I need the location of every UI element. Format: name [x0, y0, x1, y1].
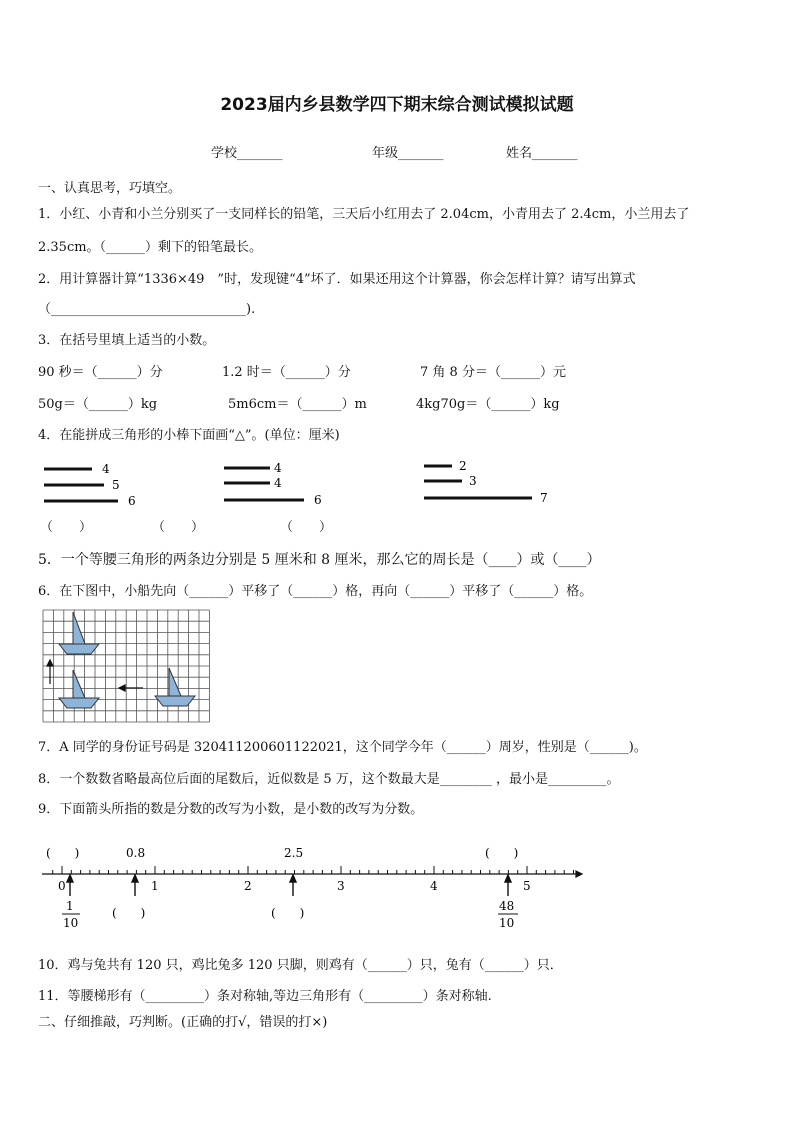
arrow-up-icon: [505, 875, 511, 896]
q11: 11．等腰梯形有（_________）条对称轴,等边三角形有（_________）条对称轴.: [38, 989, 492, 1004]
arrow-up-icon: [132, 875, 138, 896]
q3-item: 1.2 时＝（______）分: [222, 365, 351, 380]
boat-top: [59, 612, 99, 654]
stick-label: 6: [314, 493, 322, 507]
stick-label: 7: [540, 491, 548, 505]
fraction-numerator: 48: [499, 899, 515, 913]
top-label: 0.8: [126, 846, 146, 860]
page-title: 2023届内乡县数学四下期末综合测试模拟试题: [220, 95, 574, 115]
q2-line1: 2．用计算器计算“1336×49 ”时，发现键“4”坏了．如果还用这个计算器，你会怎样计算？请写出算式: [38, 272, 636, 287]
q3-item: 5m6cm＝（______）m: [228, 397, 367, 412]
tick-label: 0: [58, 879, 66, 893]
q3-stem: 3．在括号里填上适当的小数。: [38, 333, 216, 348]
q3-item: 7 角 8 分＝（______）元: [420, 365, 566, 380]
stick-label: 4: [274, 476, 282, 490]
stick-label: 3: [469, 474, 477, 488]
grade-field[interactable]: 年级_______: [372, 146, 444, 161]
section-2-heading: 二、仔细推敲，巧判断。(正确的打√，错误的打×): [38, 1015, 328, 1030]
fraction-numerator: 1: [66, 899, 74, 913]
q5: 5．一个等腰三角形的两条边分别是 5 厘米和 8 厘米，那么它的周长是（____）或（____）: [38, 552, 601, 568]
q4-answer[interactable]: （ ）: [152, 520, 205, 535]
stick-label: 6: [128, 494, 136, 508]
q3-item: 90 秒＝（______）分: [38, 365, 163, 380]
q4-answer[interactable]: （ ）: [280, 520, 333, 535]
tick-label: 2: [244, 879, 252, 893]
stick-label: 5: [112, 478, 120, 492]
q9-stem: 9．下面箭头所指的数是分数的改写为小数，是小数的改写为分数。: [38, 802, 424, 817]
q4-answer[interactable]: （ ）: [40, 520, 93, 535]
q3-item: 50g＝（______）kg: [38, 397, 158, 412]
axis-arrowhead: [576, 871, 582, 877]
q1-line1: 1．小红、小青和小兰分别买了一支同样长的铅笔，三天后小红用去了 2.04cm，小青用去了 2.4cm，小兰用去了: [38, 207, 690, 222]
arrow-up-icon: [290, 875, 296, 896]
tick-label: 3: [337, 879, 345, 893]
q4-sticks-figure: [0, 458, 794, 548]
q1-line2: 2.35cm。（______）剩下的铅笔最长。: [38, 240, 263, 255]
stick-label: 4: [274, 461, 282, 475]
q7: 7．A 同学的身份证号码是 320411200601122021，这个同学今年（______）周岁，性别是（______)。: [38, 740, 647, 755]
fraction-denominator: 10: [499, 916, 515, 930]
arrow-left-icon: [119, 685, 143, 691]
q3-item: 4kg70g＝（______）kg: [416, 397, 560, 412]
q10: 10．鸡与兔共有 120 只，鸡比兔多 120 只脚，则鸡有（______）只，兔有（______）只．: [38, 958, 563, 973]
top-label: ( ): [46, 846, 80, 860]
name-field[interactable]: 姓名_______: [506, 146, 578, 161]
q8: 8．一个数数省略最高位后面的尾数后，近似数是 5 万，这个数最大是________ ，最小是_________。: [38, 772, 620, 787]
stick-label: 2: [459, 459, 467, 473]
top-label: 2.5: [284, 846, 304, 860]
answer-blank: ( ): [112, 906, 146, 920]
tick-label: 1: [151, 879, 159, 893]
boat-grid-figure: [43, 610, 213, 724]
answer-blank: ( ): [271, 906, 305, 920]
number-line-figure: [0, 838, 794, 938]
fraction-denominator: 10: [63, 916, 79, 930]
arrow-up-icon: [67, 875, 73, 896]
q4-stem: 4．在能拼成三角形的小棒下面画“△”。(单位：厘米): [38, 428, 340, 443]
top-label: ( ): [485, 846, 519, 860]
stick-label: 4: [102, 462, 110, 476]
section-1-heading: 一、认真思考，巧填空。: [38, 181, 182, 196]
tick-label: 4: [430, 879, 438, 893]
boat-bottom-left: [59, 670, 99, 708]
school-field[interactable]: 学校_______: [211, 146, 283, 161]
q6: 6．在下图中，小船先向（______）平移了（______）格，再向（______）平移了（______）格。: [38, 584, 593, 599]
q2-line2: （______________________________).: [38, 302, 256, 317]
arrow-up-icon: [47, 660, 53, 684]
tick-label: 5: [523, 879, 531, 893]
